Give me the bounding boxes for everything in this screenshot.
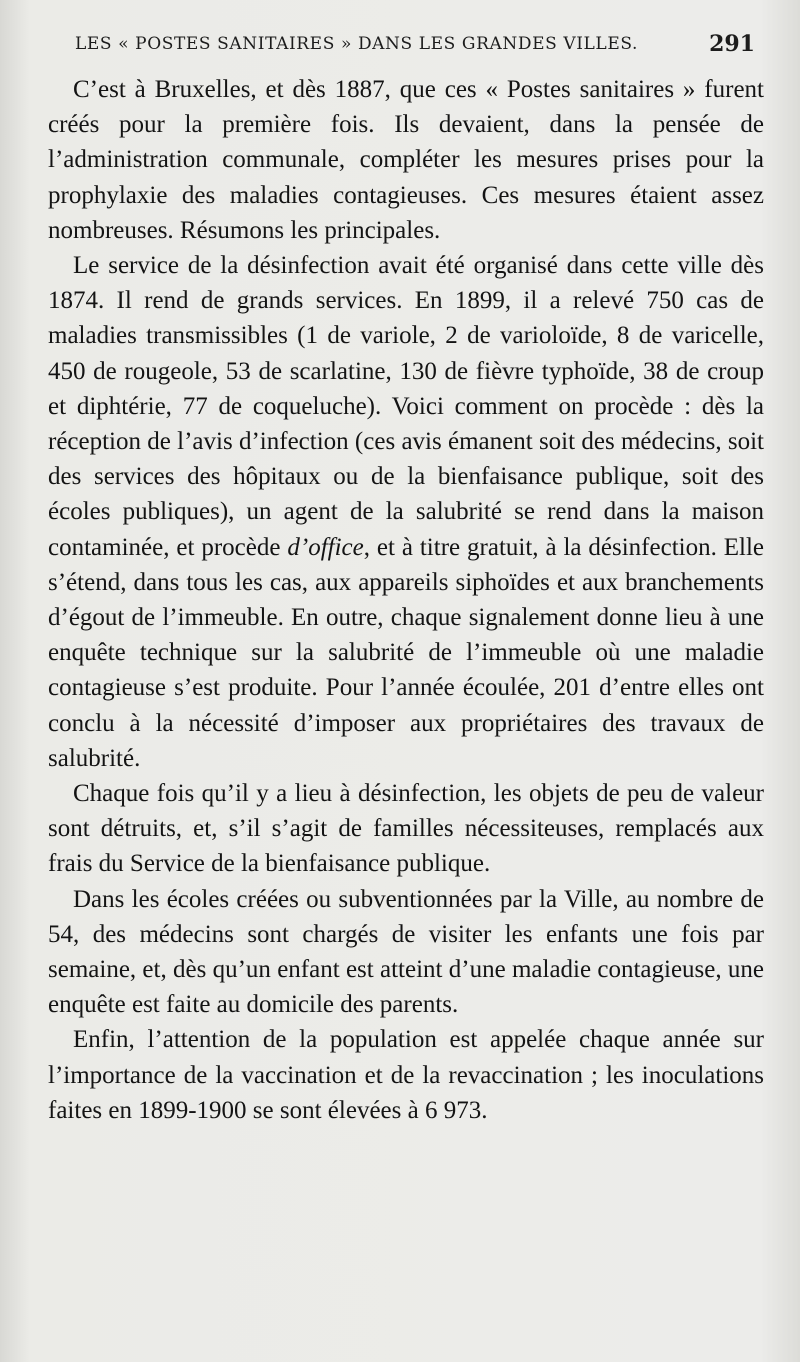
body-text xyxy=(48,72,764,1128)
paragraph-3: Chaque fois qu’il y a lieu à désinfection, les objets de peu de valeur sont détruits, et, s’il s’agit de familles nécessiteuses, remplacés aux frais du Service de la bienfaisance publique. xyxy=(48,780,764,878)
paragraph-5: Enfin, l’attention de la population est appelée chaque année sur l’importance de la vaccination et de la revaccination ; les inoculations faites en 1899-1900 se sont élevées à 6 973. xyxy=(48,1026,764,1124)
paragraph-2-italic: d’office xyxy=(287,533,364,561)
paragraph-1: C’est à Bruxelles, et dès 1887, que ces « Postes sanitaires » furent créés pour la première fois. Ils devaient, dans la pensée de l’administration communale, compléter les mesures prises pour la prophylaxie des maladies contagieuses. Ces mesures étaient assez nombreuses. Résumons les principales. xyxy=(48,76,764,244)
paragraph-2 xyxy=(48,248,764,776)
running-head xyxy=(75,31,755,64)
paragraph-2-start: Le service de la désinfection avait été organisé dans cette ville dès 1874. Il rend de grands services. En 1899, il a relevé 750 cas de maladies transmissibles (1 de variole, 2 de varioloïde, 8 de varicelle, 450 de rougeole, 53 de scarlatine, 130 de fièvre typhoïde, 38 de croup et diphtérie, 77 de coqueluche). Voici comment on procède : dès la réception de l’avis d’infection (ces avis émanent soit des médecins, soit des services des hôpitaux ou de la bienfaisance publique, soit des écoles publiques), un agent de la salubrité se rend dans la maison contaminée, et procède xyxy=(48,252,764,561)
page-number: 291 xyxy=(709,31,755,57)
paragraph-2-end: , et à titre gratuit, à la désinfection. Elle s’étend, dans tous les cas, aux appareils siphoïdes et aux branchements d’égout de l’immeuble. En outre, chaque signalement donne lieu à une enquête technique sur la salubrité de l’immeuble où une maladie contagieuse s’est produite. Pour l’année écoulée, 201 d’entre elles ont conclu à la nécessité d’imposer aux propriétaires des travaux de salubrité. xyxy=(48,533,765,772)
running-head-title: LES « POSTES SANITAIRES » DANS LES GRANDES VILLES. xyxy=(75,34,638,54)
paragraph-4: Dans les écoles créées ou subventionnées par la Ville, au nombre de 54, des médecins sont chargés de visiter les enfants une fois par semaine, et, dès qu’un enfant est atteint d’une maladie contagieuse, une enquête est faite au domicile des parents. xyxy=(48,885,764,1019)
